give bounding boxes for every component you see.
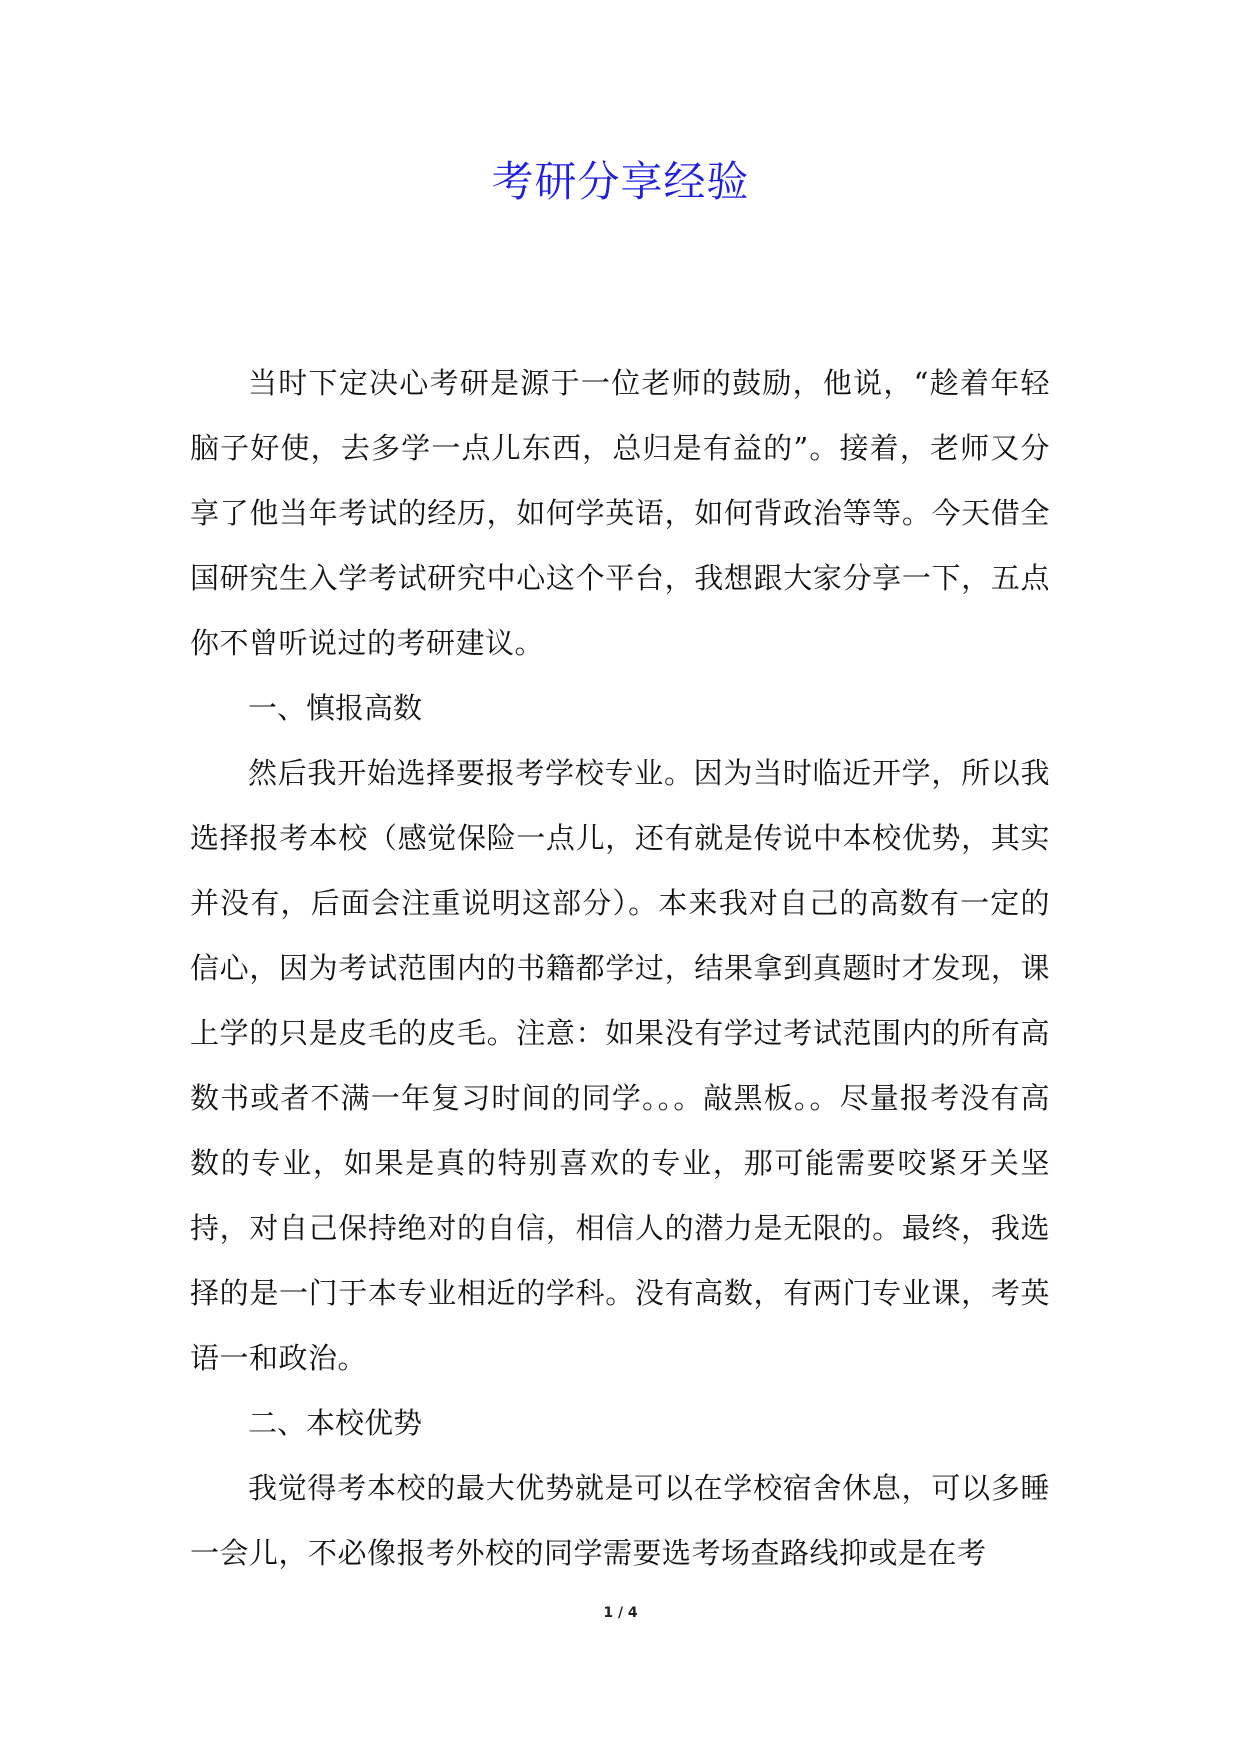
paragraph-section-2: 我觉得考本校的最大优势就是可以在学校宿舍休息，可以多睡一会儿，不必像报考外校的同学需要选考场查路线抑或是在考: [190, 1471, 1050, 1570]
paragraph-intro: 当时下定决心考研是源于一位老师的鼓励，他说，“趁着年轻脑子好使，去多学一点儿东西，总归是有益的”。接着，老师又分享了他当年考试的经历，如何学英语，如何背政治等等。今天借全国研究生入学考试研究中心这个平台，我想跟大家分享一下，五点你不曾听说过的考研建议。: [190, 366, 1050, 660]
document-body: [190, 351, 1050, 1586]
section-heading-2: 二、本校优势: [248, 1406, 423, 1440]
page-number: 1 / 4: [603, 1605, 638, 1621]
document-title: 考研分享经验: [491, 157, 750, 206]
section-heading-1: 一、慎报高数: [248, 691, 423, 725]
paragraph-section-1: 然后我开始选择要报考学校专业。因为当时临近开学，所以我选择报考本校（感觉保险一点儿，还有就是传说中本校优势，其实并没有，后面会注重说明这部分）。本来我对自己的高数有一定的信心，因为考试范围内的书籍都学过，结果拿到真题时才发现，课上学的只是皮毛的皮毛。注意：如果没有学过考试范围内的所有高数书或者不满一年复习时间的同学。。。敲黑板。。尽量报考没有高数的专业，如果是真的特别喜欢的专业，那可能需要咬紧牙关坚持，对自己保持绝对的自信，相信人的潜力是无限的。最终，我选择的是一门于本专业相近的学科。没有高数，有两门专业课，考英语一和政治。: [190, 756, 1050, 1375]
